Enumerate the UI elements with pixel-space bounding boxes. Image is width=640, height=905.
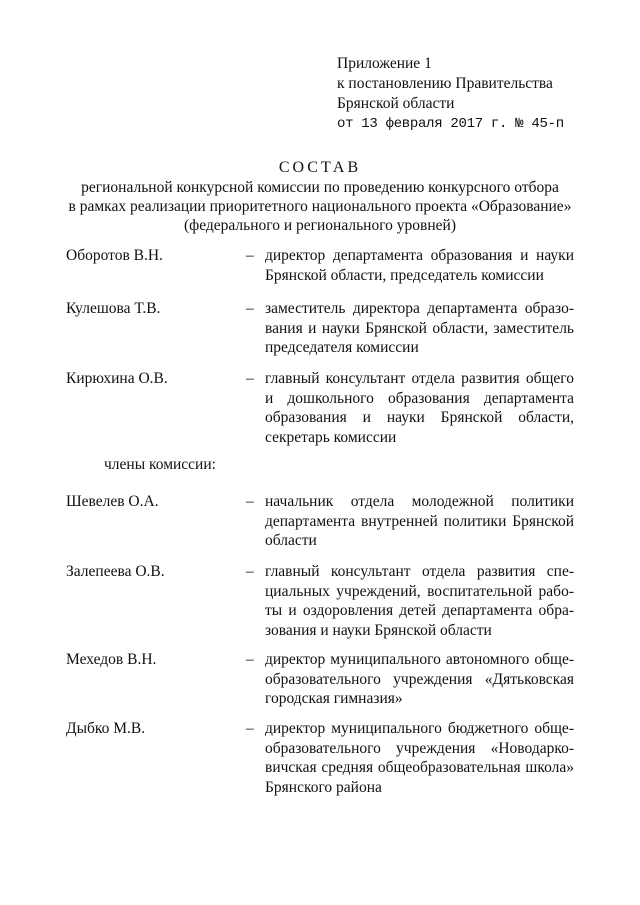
member-role: заместитель директора департамента образования и науки Брянской области, заместитель председателя комиссии [265, 300, 574, 356]
appendix-title: Приложение 1 [337, 55, 432, 72]
member-name: Оборотов В.Н. [66, 247, 163, 264]
member-dash: – [246, 493, 254, 510]
member-name: Мехедов В.Н. [66, 651, 157, 668]
member-dash: – [246, 651, 254, 668]
title-line-2: в рамках реализации приоритетного национального проекта «Образование» [68, 198, 572, 215]
member-role: директор департамента образования и науки Брянской области, председатель комиссии [265, 247, 574, 284]
member-dash: – [246, 370, 254, 387]
members-label: члены комиссии: [104, 456, 216, 473]
appendix-reference: к постановлению Правительства [337, 75, 553, 92]
member-dash: – [246, 300, 254, 317]
member-name: Дыбко М.В. [66, 720, 146, 737]
member-name: Кирюхина О.В. [66, 370, 168, 387]
member-name: Залепеева О.В. [66, 563, 165, 580]
appendix-region: Брянской области [337, 95, 455, 112]
member-role: главный консультант отдела развития специальных учреждений, воспитательной работы и оздоровления детей департамента образования и науки Брянской области [265, 563, 574, 639]
member-dash: – [246, 720, 254, 737]
appendix-block [337, 54, 627, 134]
title-heading: СОСТАВ [278, 159, 362, 176]
member-dash: – [246, 247, 254, 264]
member-name: Шевелев О.А. [66, 493, 159, 510]
appendix-date-number: от 13 февраля 2017 г. № 45-п [337, 116, 564, 132]
member-role: директор муниципального автономного общеобразовательного учреждения «Дятьковская городская гимназия» [265, 651, 574, 707]
member-role: главный консультант отдела развития общего и дошкольного образования департамента образования и науки Брянской области, секретарь комиссии [265, 370, 574, 446]
document-title [40, 158, 600, 235]
member-name: Кулешова Т.В. [66, 300, 161, 317]
member-role: директор муниципального бюджетного общеобразовательного учреждения «Новодарковичская средняя общеобразовательная школа» Брянского района [265, 720, 574, 796]
member-role: начальник отдела молодежной политики департамента внутренней политики Брянской области [265, 493, 574, 549]
title-line-3: (федерального и регионального уровней) [183, 217, 456, 234]
title-line-1: региональной конкурсной комиссии по проведению конкурсного отбора [81, 179, 559, 196]
member-dash: – [246, 563, 254, 580]
